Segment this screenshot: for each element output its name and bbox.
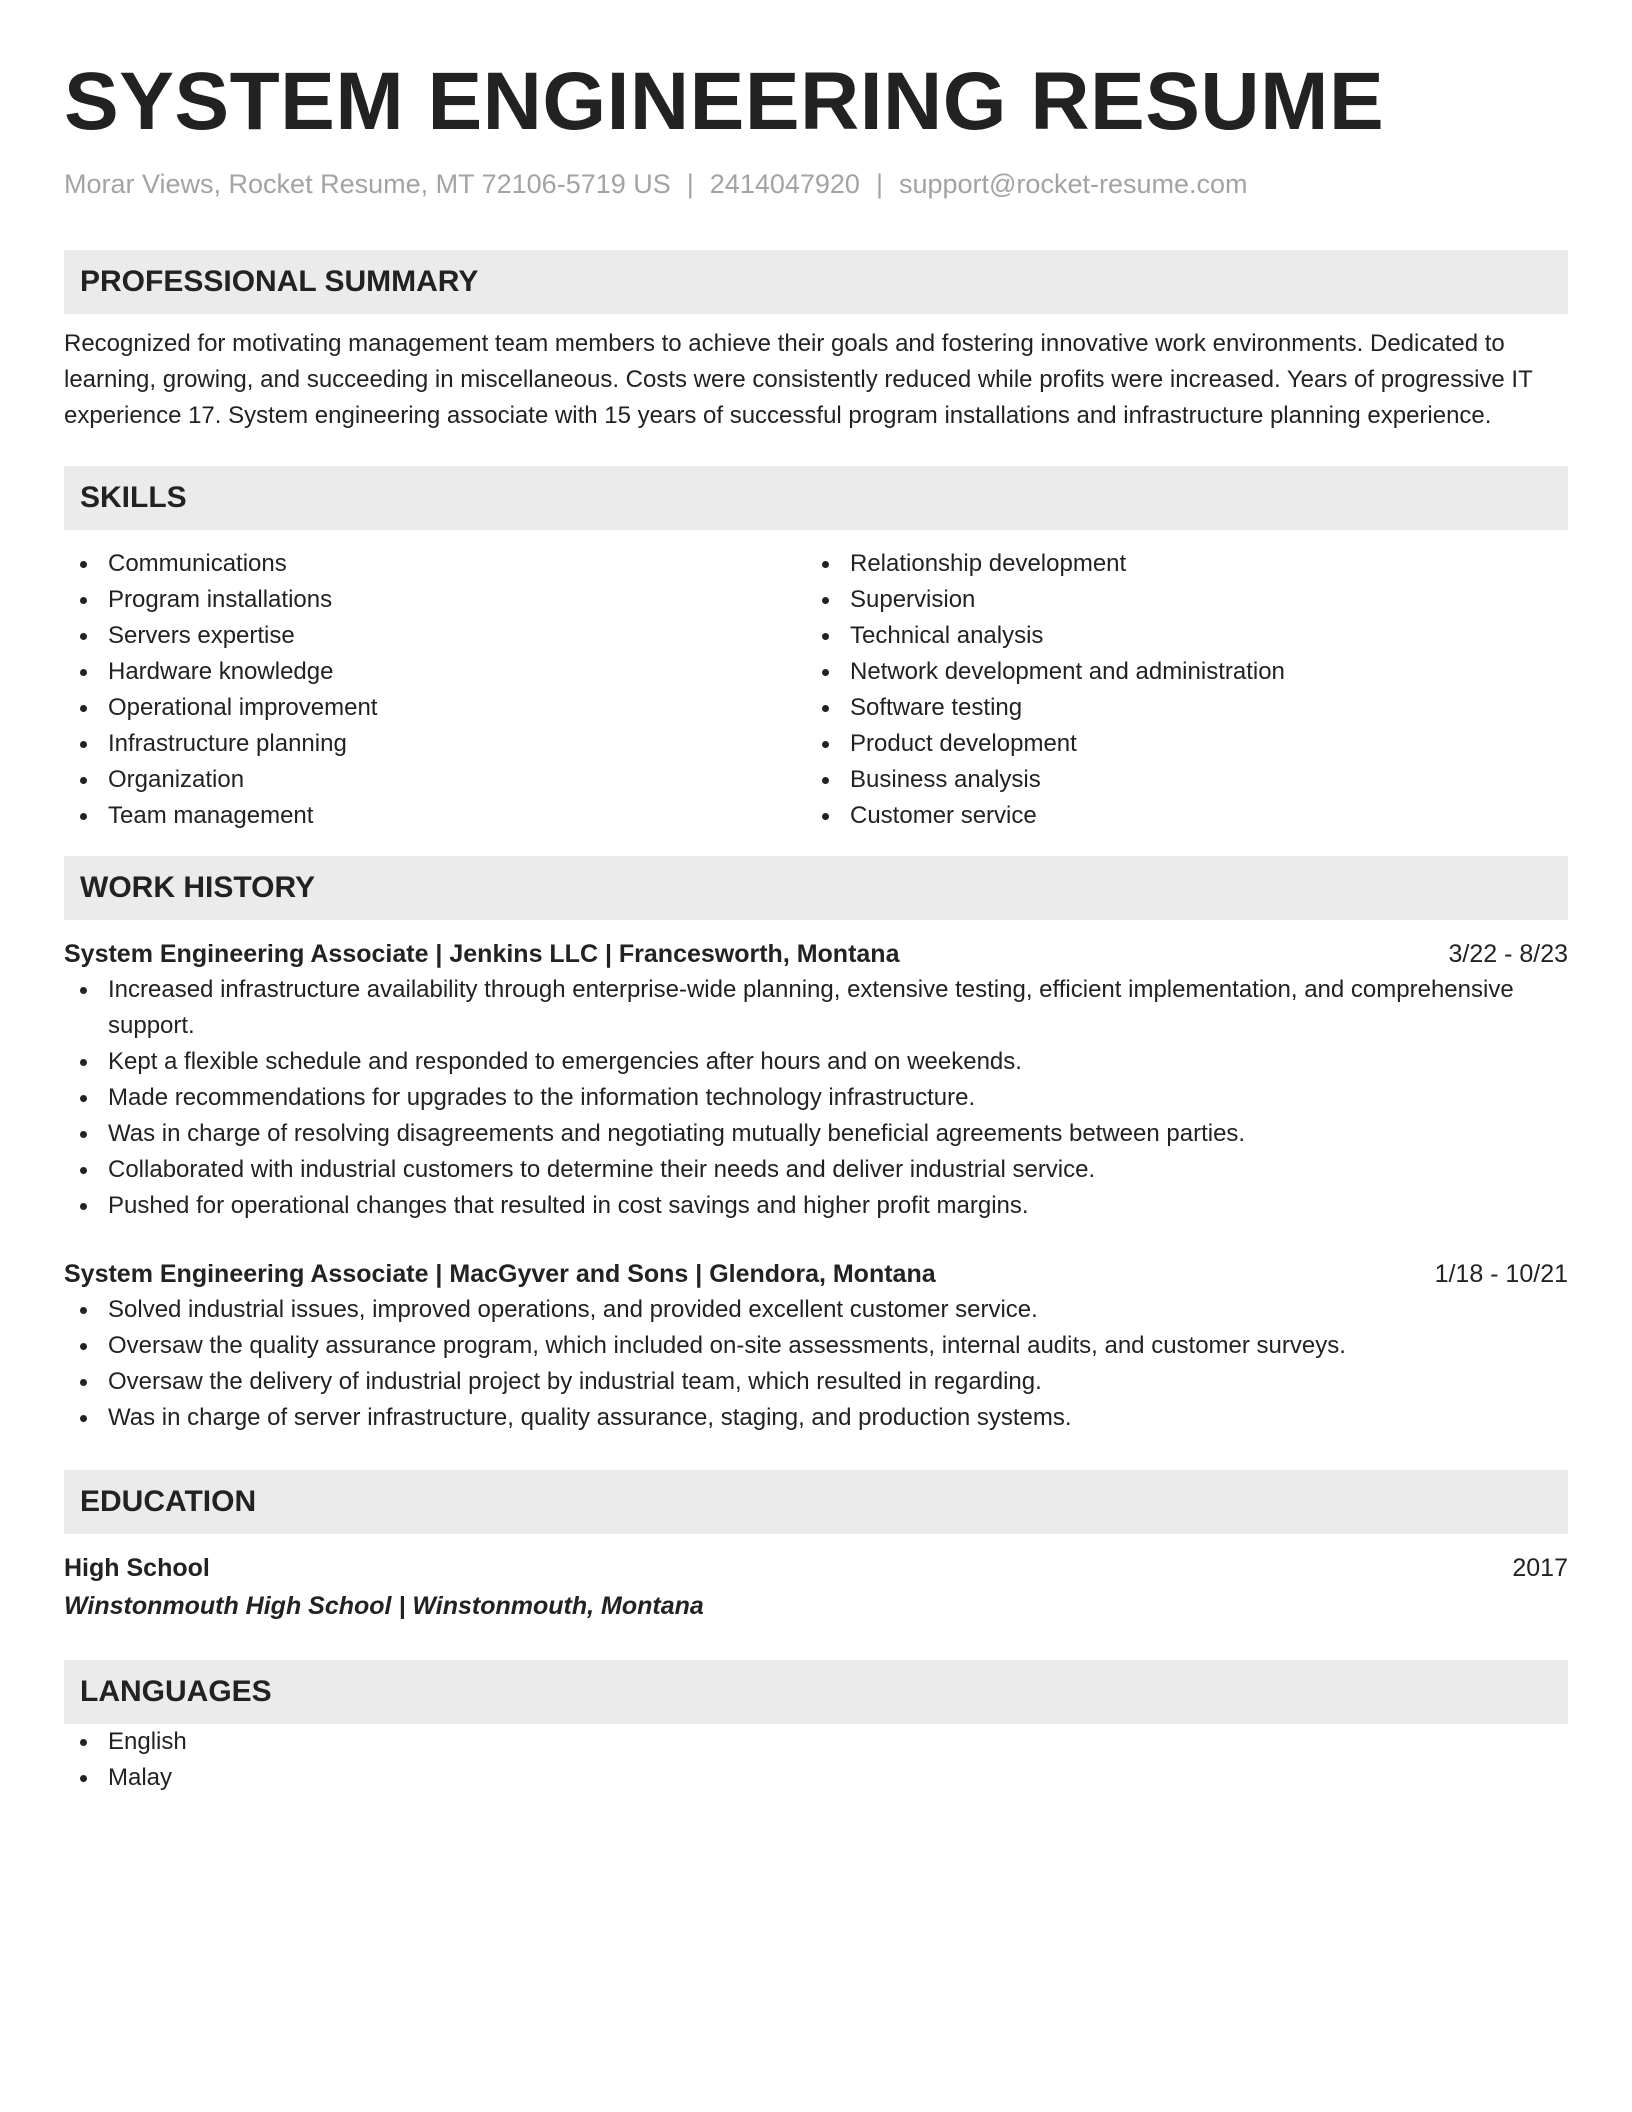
skill-item: Customer service [806, 798, 1548, 834]
skill-item: Supervision [806, 582, 1548, 618]
job-title: System Engineering Associate | Jenkins LLC | Francesworth, Montana [64, 940, 900, 968]
summary-text: Recognized for motivating management team members to achieve their goals and fostering innovative work environments. Dedicated to learning, growing, and succeeding in miscellaneous. Costs were consistently reduced while profits were increased. Years of progressive IT experience 17. System engineering associate with 15 years of successful program installations and infrastructure planning experience. [64, 330, 1533, 429]
language-item: English [64, 1724, 1568, 1760]
job-bullet: Oversaw the quality assurance program, which included on-site assessments, internal audits, and customer surveys. [64, 1328, 1528, 1364]
job-dates: 3/22 - 8/23 [1448, 940, 1568, 968]
skill-item: Operational improvement [64, 690, 806, 726]
job-bullet: Kept a flexible schedule and responded to emergencies after hours and on weekends. [64, 1044, 1528, 1080]
skill-item: Technical analysis [806, 618, 1548, 654]
resume-title: SYSTEM ENGINEERING RESUME [64, 56, 1385, 147]
job-title: System Engineering Associate | MacGyver and Sons | Glendora, Montana [64, 1260, 936, 1288]
skill-item: Communications [64, 546, 806, 582]
skill-item: Servers expertise [64, 618, 806, 654]
skill-item: Business analysis [806, 762, 1548, 798]
contact-address: Morar Views, Rocket Resume, MT 72106-5719 US [64, 169, 671, 199]
skills-list-right [806, 546, 1548, 834]
job-bullet: Increased infrastructure availability through enterprise-wide planning, extensive testing, efficient implementation, and comprehensive support. [64, 972, 1528, 1044]
job-title-row [64, 936, 1568, 972]
contact-email: support@rocket-resume.com [898, 169, 1248, 199]
education-school: Winstonmouth High School | Winstonmouth, Montana [64, 1592, 704, 1620]
contact-phone: 2414047920 [709, 169, 860, 199]
job-bullet: Pushed for operational changes that resulted in cost savings and higher profit margins. [64, 1188, 1528, 1224]
contact-separator: | [686, 169, 694, 199]
skills-list-left [64, 546, 806, 834]
skill-item: Software testing [806, 690, 1548, 726]
contact-separator: | [875, 169, 883, 199]
skill-item: Infrastructure planning [64, 726, 806, 762]
job-bullet: Made recommendations for upgrades to the information technology infrastructure. [64, 1080, 1528, 1116]
skill-item: Team management [64, 798, 806, 834]
job-title-row [64, 1256, 1568, 1292]
job-bullets [64, 972, 1568, 1224]
language-item: Malay [64, 1760, 1568, 1796]
languages-list [64, 1724, 1568, 1796]
education-year: 2017 [1512, 1554, 1568, 1582]
education-degree: High School [64, 1554, 210, 1582]
job-bullet: Was in charge of resolving disagreements and negotiating mutually beneficial agreements between parties. [64, 1116, 1528, 1152]
section-header-education: EDUCATION [64, 1470, 1568, 1534]
skill-item: Relationship development [806, 546, 1548, 582]
section-header-skills: SKILLS [64, 466, 1568, 530]
skill-item: Program installations [64, 582, 806, 618]
section-header-work-history: WORK HISTORY [64, 856, 1568, 920]
education-row [64, 1550, 1568, 1586]
skills-columns [64, 546, 1568, 834]
job-bullet: Was in charge of server infrastructure, quality assurance, staging, and production systems. [64, 1400, 1528, 1436]
skill-item: Organization [64, 762, 806, 798]
section-header-summary: PROFESSIONAL SUMMARY [64, 250, 1568, 314]
contact-line [64, 164, 1568, 204]
job-bullet: Collaborated with industrial customers to determine their needs and deliver industrial service. [64, 1152, 1528, 1188]
job-bullets [64, 1292, 1568, 1436]
job-entry [64, 1256, 1568, 1436]
job-bullet: Oversaw the delivery of industrial project by industrial team, which resulted in regarding. [64, 1364, 1528, 1400]
skill-item: Network development and administration [806, 654, 1548, 690]
skill-item: Product development [806, 726, 1548, 762]
section-header-languages: LANGUAGES [64, 1660, 1568, 1724]
job-bullet: Solved industrial issues, improved operations, and provided excellent customer service. [64, 1292, 1528, 1328]
skill-item: Hardware knowledge [64, 654, 806, 690]
job-dates: 1/18 - 10/21 [1434, 1260, 1568, 1288]
job-entry [64, 936, 1568, 1224]
